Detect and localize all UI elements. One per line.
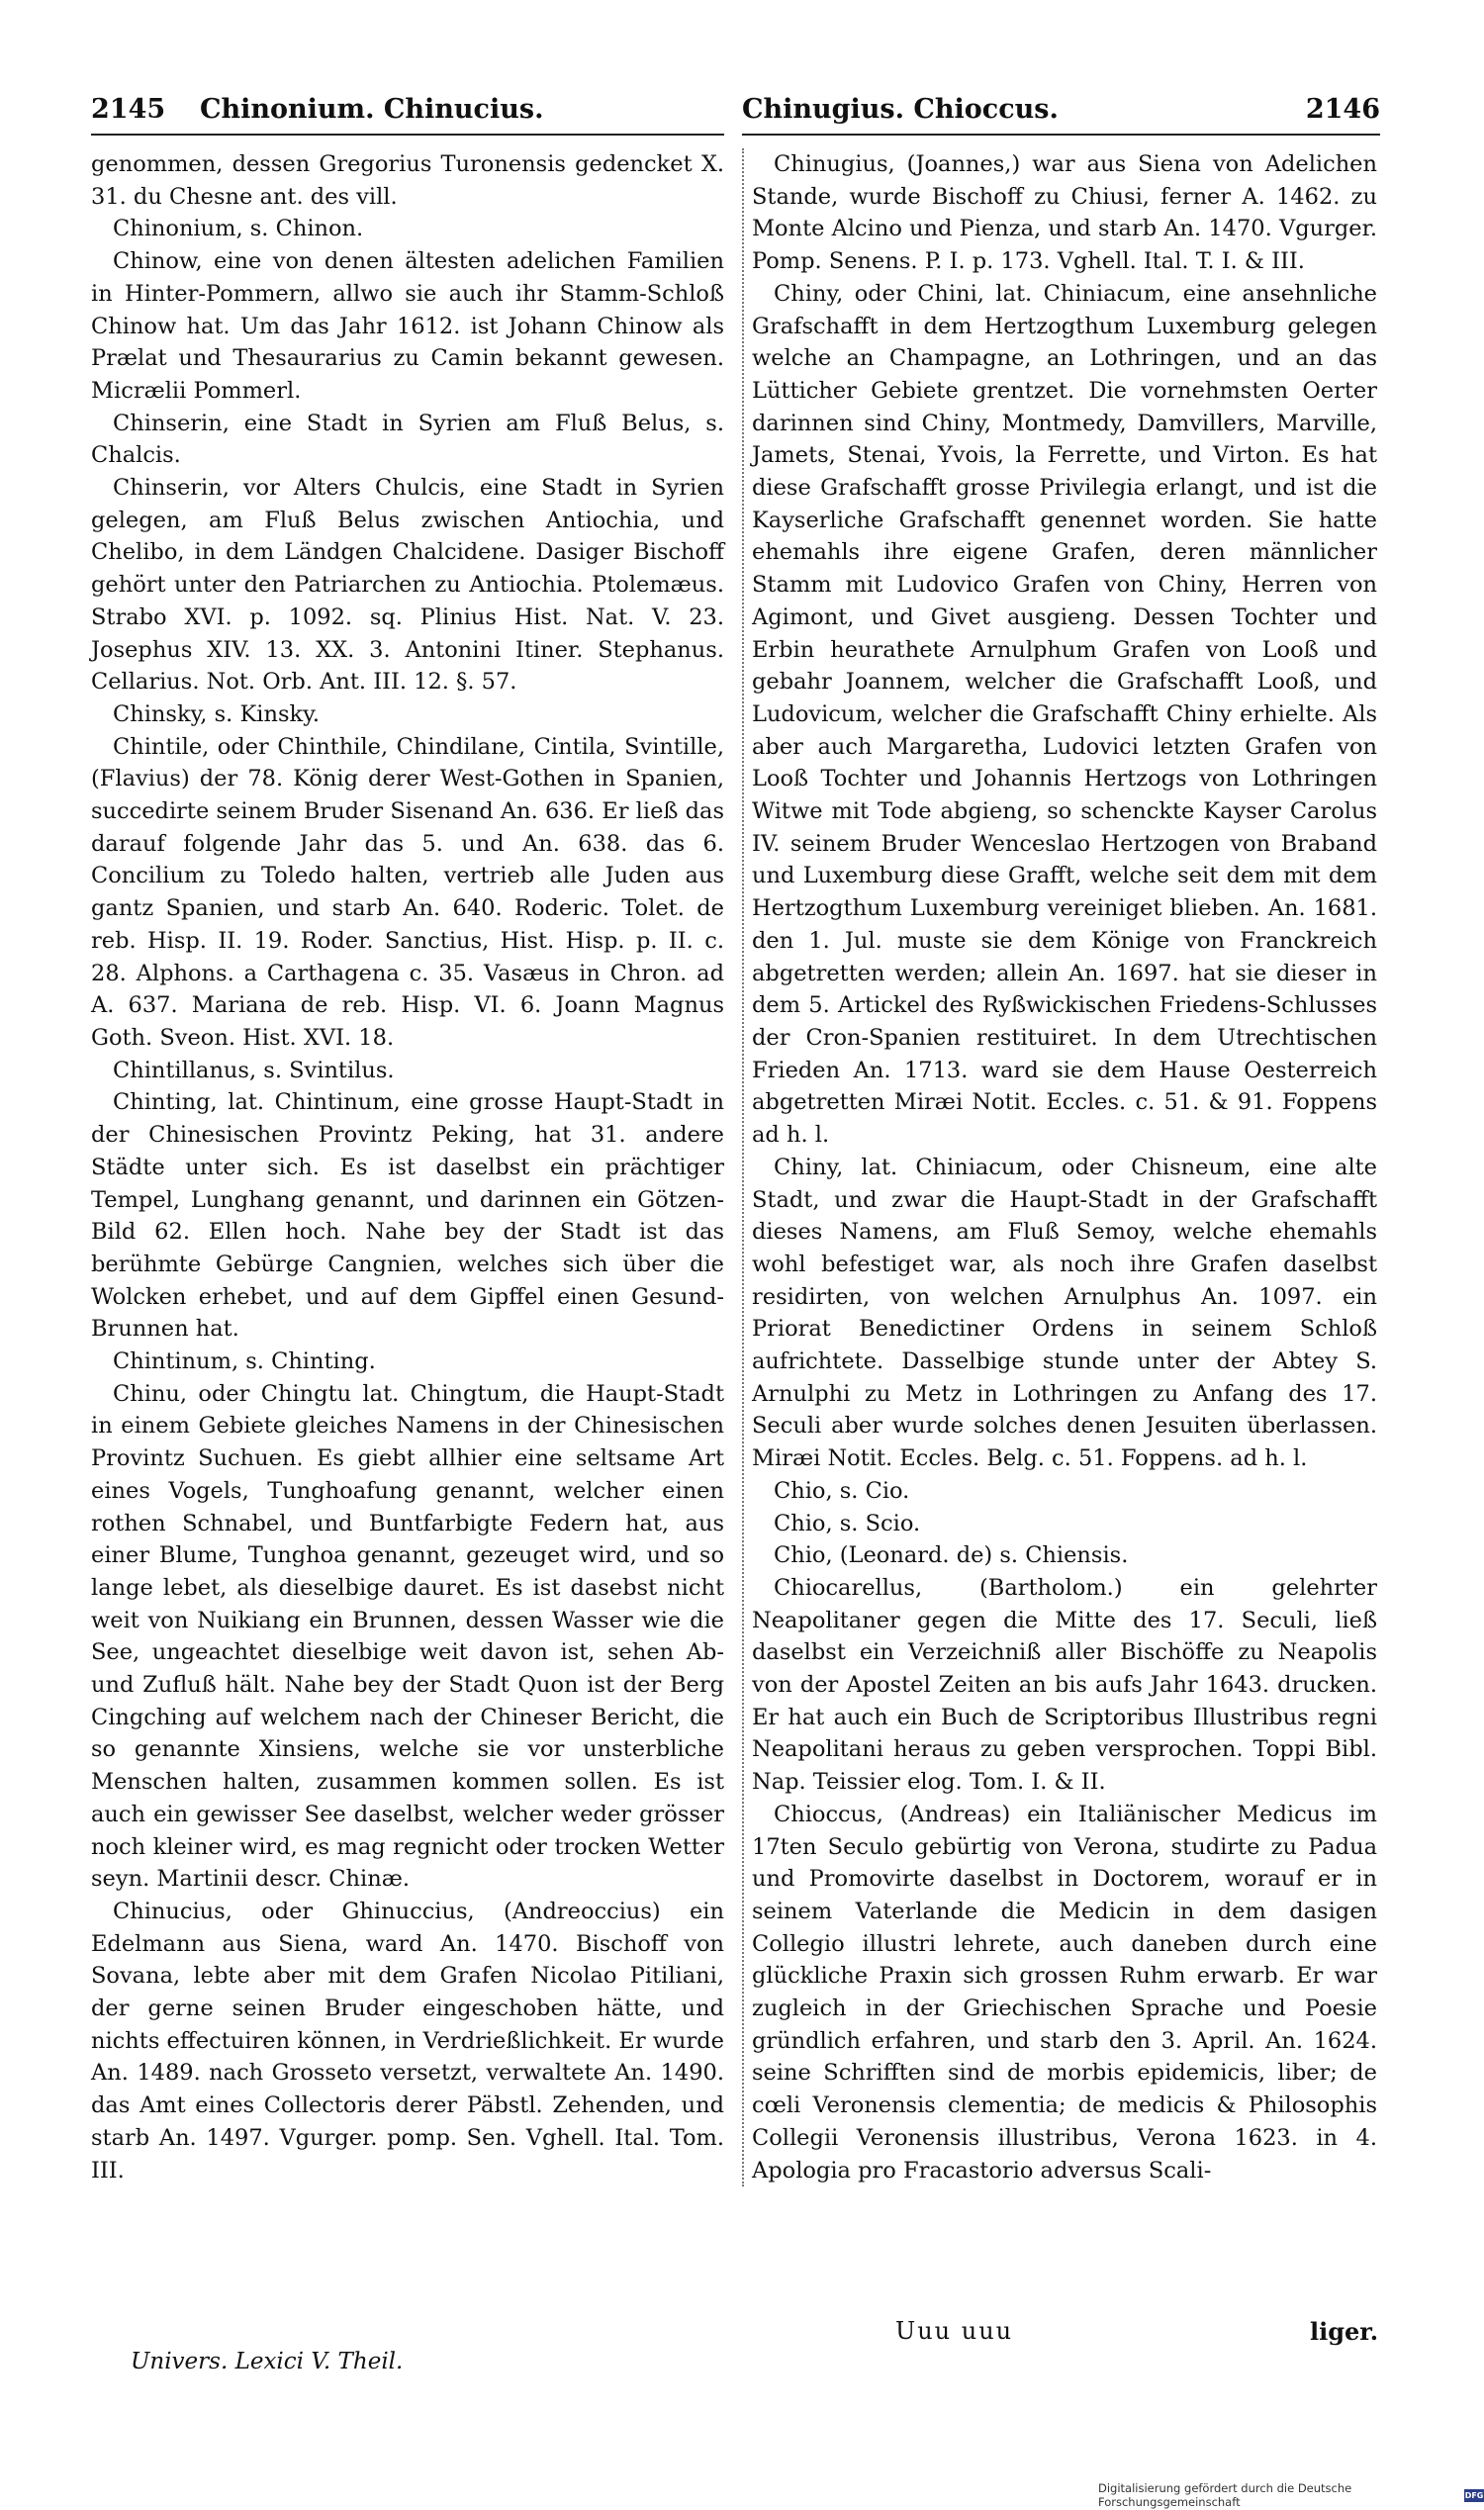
entry-paragraph: genommen, dessen Gregorius Turonensis gedencket X. 31. du Chesne ant. des vill. [91, 151, 724, 210]
entry-paragraph: Chiny, lat. Chiniacum, oder Chisneum, eine alte Stadt, und zwar die Haupt-Stadt in der Grafschafft dieses Namens, am Fluß Semoy, welche ehemahls wohl befestiget war, als noch ihre Grafen daselbst residirten, von welchen Arnulphus An. 1097. ein Priorat Benedictiner Ordens in seinem Schloß aufrichtete. Dasselbige stunde unter der Abtey S. Arnulphi zu Metz in Lothringen zu Anfang des 17. Seculi aber wurde solches denen Jesuiten überlassen. Miræi Notit. Eccles. Belg. c. 51. Foppens. ad h. l. [752, 1154, 1377, 1472]
entry-paragraph: Chintinum, s. Chinting. [113, 1348, 376, 1375]
left-header-words: Chinonium. Chinucius. [200, 94, 544, 125]
right-page-number: 2146 [1305, 94, 1380, 125]
entry-paragraph: Chinonium, s. Chinon. [113, 216, 364, 242]
entry-paragraph: Chinugius, (Joannes,) war aus Siena von Adelichen Stande, wurde Bischoff zu Chiusi, ferner A. 1462. zu Monte Alcino und Pienza, und starb An. 1470. Vgurger. Pomp. Senens. P. I. p. 173. Vghell. Ital. T. I. & III. [752, 151, 1377, 275]
entry-paragraph: Chinow, eine von denen ältesten adelichen Familien in Hinter-Pommern, allwo sie auch ihr Stamm-Schloß Chinow hat. Um das Jahr 1612. ist Johann Chinow als Prælat und Thesaurarius zu Camin bekannt gewesen. Micrælii Pommerl. [91, 248, 724, 404]
left-column [91, 148, 724, 2186]
credit-text: Digitalisierung gefördert durch die Deutsche Forschungsgemeinschaft [1098, 2481, 1352, 2509]
entry-paragraph: Chioccus, (Andreas) ein Italiänischer Medicus im 17ten Seculo gebürtig von Verona, studirte zu Padua und Promovirte daselbst in Doctorem, worauf er in seinem Vaterlande die Medicin in dem dasigen Collegio illustri lehrete, auch daneben durch eine glückliche Praxin sich grossen Ruhm erwarb. Er war zugleich in der Griechischen Sprache und Poesie gründlich erfahren, und starb den 3. April. An. 1624. seine Schrifften sind de morbis epidemicis, liber; de cœli Veronensis clementia; de medicis & Philosophis Collegii Veronensis illustribus, Verona 1623. in 4. Apologia pro Fracastorio adversus Scali- [752, 1801, 1377, 2184]
entry-paragraph: Chinserin, eine Stadt in Syrien am Fluß Belus, s. Chalcis. [91, 410, 724, 469]
entry-paragraph: Chio, s. Cio. [774, 1477, 910, 1504]
entry-paragraph: Chinserin, vor Alters Chulcis, eine Stadt in Syrien gelegen, am Fluß Belus zwischen Antiochia, und Chelibo, in dem Ländgen Chalcidene. Dasiger Bischoff gehört unter den Patriarchen zu Antiochia. Ptolemæus. Strabo XVI. p. 1092. sq. Plinius Hist. Nat. V. 23. Josephus XIV. 13. XX. 3. Antonini Itiner. Stephanus. Cellarius. Not. Orb. Ant. III. 12. §. 57. [91, 475, 724, 696]
entry-paragraph: Chinucius, oder Ghinuccius, (Andreoccius) ein Edelmann aus Siena, ward An. 1470. Bischoff von Sovana, lebte aber mit dem Grafen Nicolao Pitiliani, der gerne seinen Bruder eingeschoben hätte, und nichts effectuiren können, in Verdrießlichkeit. Er wurde An. 1489. nach Grosseto versetzt, verwaltete An. 1490. das Amt eines Collectoris derer Päbstl. Zehenden, und starb An. 1497. Vgurger. pomp. Sen. Vghell. Ital. Tom. III. [91, 1898, 724, 2184]
catchword: liger. [1310, 2317, 1379, 2346]
entry-paragraph: Chinting, lat. Chintinum, eine grosse Haupt-Stadt in der Chinesischen Provintz Peking, hat 31. andere Städte unter sich. Es ist daselbst ein prächtiger Tempel, Lunghang genannt, und darinnen ein Götzen-Bild 62. Ellen hoch. Nahe bey der Stadt ist das berühmte Gebürge Cangnien, welches sich über die Wolcken erhebet, und auf dem Gipffel einen Gesund-Brunnen hat. [91, 1089, 724, 1343]
right-running-header [742, 94, 1380, 136]
digitization-credit [1098, 2481, 1484, 2509]
signature-mark: Uuu uuu [895, 2317, 1014, 2345]
left-page-number: 2145 [91, 94, 166, 125]
entry-paragraph: Chio, s. Scio. [774, 1510, 921, 1536]
entry-paragraph: Chinsky, s. Kinsky. [113, 700, 321, 727]
entry-paragraph: Chiocarellus, (Bartholom.) ein gelehrter Neapolitaner gegen die Mitte des 17. Seculi, ließ daselbst ein Verzeichniß aller Bischöffe zu Neapolis von der Apostel Zeiten an bis aufs Jahr 1643. drucken. Er hat auch ein Buch de Scriptoribus Illustribus regni Neapolitani heraus zu geben versprochen. Toppi Bibl. Nap. Teissier elog. Tom. I. & II. [752, 1574, 1377, 1796]
entry-paragraph: Chintillanus, s. Svintilus. [113, 1057, 395, 1083]
entry-paragraph: Chinu, oder Chingtu lat. Chingtum, die Haupt-Stadt in einem Gebiete gleiches Namens in der Chinesischen Provintz Suchuen. Es giebt allhier eine seltsame Art eines Vogels, Tunghoafung genannt, welcher einen rothen Schnabel, und Buntfarbigte Federn hat, aus einer Blume, Tunghoa genannt, gezeuget wird, und so lange lebet, als dieselbige dauret. Es ist dasebst nicht weit von Nuikiang ein Brunnen, dessen Wasser wie die See, ungeachtet dieselbige weit davon ist, sehen Ab- und Zufluß hält. Nahe bey der Stadt Quon ist der Berg Cingching auf welchem nach der Chineser Bericht, die so genannte Xinsiens, welche sie vor unsterbliche Menschen halten, zusammen kommen sollen. Es ist auch ein gewisser See daselbst, welcher weder grösser noch kleiner wird, es mag regnicht oder trocken Wetter seyn. Martinii descr. Chinæ. [91, 1380, 724, 1893]
entry-paragraph: Chio, (Leonard. de) s. Chiensis. [774, 1542, 1129, 1569]
entry-paragraph: Chintile, oder Chinthile, Chindilane, Cintila, Svintille, (Flavius) der 78. König derer West-Gothen in Spanien, succedirte seinem Bruder Sisenand An. 636. Er ließ das darauf folgende Jahr das 5. und An. 638. das 6. Concilium zu Toledo halten, vertrieb alle Juden aus gantz Spanien, und starb An. 640. Roderic. Tolet. de reb. Hisp. II. 19. Roder. Sanctius, Hist. Hisp. p. II. c. 28. Alphons. a Carthagena c. 35. Vasæus in Chron. ad A. 637. Mariana de reb. Hisp. VI. 6. Joann Magnus Goth. Sveon. Hist. XVI. 18. [91, 733, 724, 1051]
left-running-header [91, 94, 724, 136]
entry-paragraph: Chiny, oder Chini, lat. Chiniacum, eine ansehnliche Grafschafft in dem Hertzogthum Luxemburg gelegen welche an Champagne, an Lothringen, und an das Lütticher Gebiete grentzet. Die vornehmsten Oerter darinnen sind Chiny, Montmedy, Damvillers, Marville, Jamets, Stenai, Yvois, la Ferrette, und Virton. Es hat diese Grafschafft grosse Privilegia erlangt, und ist die Kayserliche Grafschafft genennet worden. Sie hatte ehemahls ihre eigene Grafen, deren männlicher Stamm mit Ludovico Grafen von Chiny, Herren von Agimont, und Givet ausgieng. Dessen Tochter und Erbin heurathete Arnulphum Grafen von Looß und gebahr Joannem, welcher die Grafschafft Looß, und Ludovicum, welcher die Grafschafft Chiny erhielte. Als aber auch Margaretha, Ludovici letzten Grafen von Looß Tochter und Johannis Hertzogs von Lothringen Witwe mit Tode abgieng, so schenckte Kayser Carolus IV. seinem Bruder Wenceslao Hertzogen von Braband und Luxemburg diese Grafft, welche seit dem mit dem Hertzogthum Luxemburg vereiniget blieben. An. 1681. den 1. Jul. muste sie dem Könige von Franckreich abgetretten werden; allein An. 1697. hat sie dieser in dem 5. Artickel des Ryßwickischen Friedens-Schlusses der Cron-Spanien restituiret. In dem Utrechtischen Frieden An. 1713. ward sie dem Hause Oesterreich abgetretten Miræi Notit. Eccles. c. 51. & 91. Foppens ad h. l. [752, 280, 1377, 1149]
right-header-words: Chinugius. Chioccus. [742, 94, 1059, 125]
volume-catchword: Univers. Lexici V. Theil. [131, 2349, 404, 2374]
right-column [742, 148, 1377, 2186]
dfg-logo: DFG [1464, 2490, 1484, 2500]
